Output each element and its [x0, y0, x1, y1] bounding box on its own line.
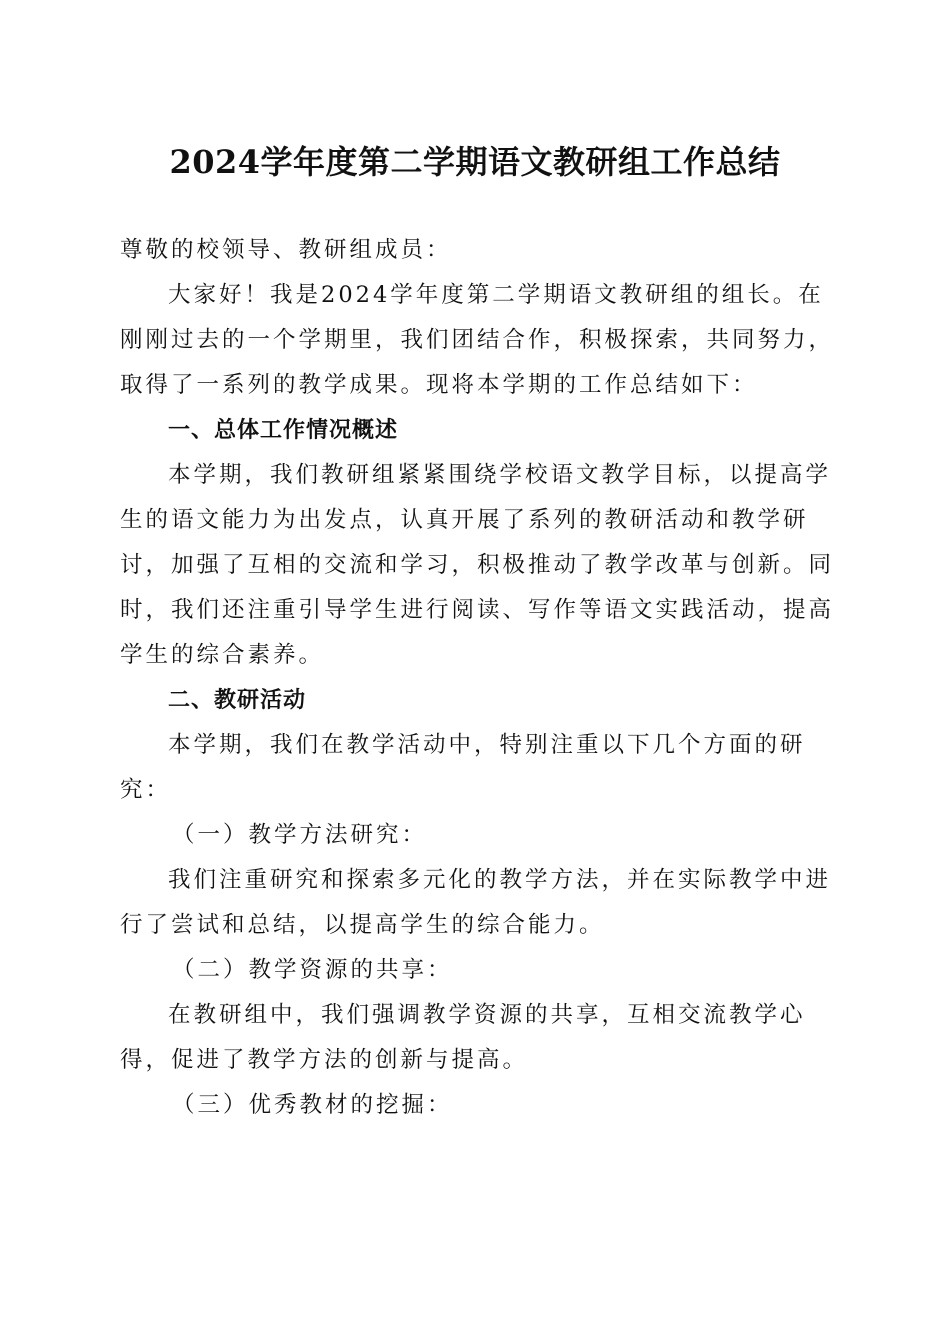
resource-sharing-paragraph: 在教研组中，我们强调教学资源的共享，互相交流教学心得，促进了教学方法的创新与提高。: [120, 1002, 806, 1073]
subheading-teaching-methods: （一）教学方法研究：: [172, 822, 428, 848]
teaching-methods-paragraph: 我们注重研究和探索多元化的教学方法，并在实际教学中进行了尝试和总结，以提高学生的综合能力。: [120, 867, 832, 938]
intro-paragraph: 大家好！我是2024学年度第二学期语文教研组的组长。在刚刚过去的一个学期里，我们团结合作，积极探索，共同努力，取得了一系列的教学成果。现将本学期的工作总结如下：: [120, 282, 835, 398]
section-heading-overview: 一、总体工作情况概述: [168, 418, 399, 443]
salutation: 尊敬的校领导、教研组成员：: [120, 237, 452, 263]
document-body: [120, 228, 840, 1128]
document-title: 2024学年度第二学期语文教研组工作总结: [169, 143, 781, 181]
research-intro-paragraph: 本学期，我们在教学活动中，特别注重以下几个方面的研究：: [120, 732, 806, 803]
section-heading-research-activities: 二、教研活动: [168, 688, 307, 713]
overview-paragraph: 本学期，我们教研组紧紧围绕学校语文教学目标，以提高学生的语文能力为出发点，认真开展了系列的教研活动和教学研讨，加强了互相的交流和学习，积极推动了教学改革与创新。同时，我们还注重引导学生进行阅读、写作等语文实践活动，提高学生的综合素养。: [120, 462, 835, 668]
subheading-textbook-mining: （三）优秀教材的挖掘：: [172, 1092, 453, 1118]
subheading-resource-sharing: （二）教学资源的共享：: [172, 957, 453, 983]
